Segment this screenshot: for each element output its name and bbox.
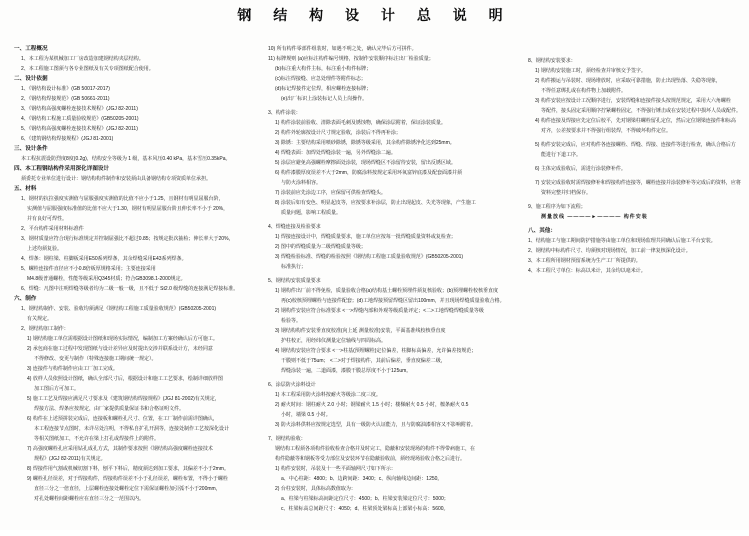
text-line: 7、钢结构验收： [268, 436, 306, 442]
text-line: 6、《建筑钢结构焊接规程》(JGJ 81-2001) [21, 136, 114, 142]
text-line: 5、螺栓连接件直径应不小0.8倍板厚规格采用；主要连接采用 [21, 266, 156, 272]
text-line: 须委托专业单位进行设计：钢结构构件制作和安装须由具备钢结构专项资质单位承担。 [21, 176, 212, 182]
text-line: 2) 台柱安装时，具体标高数值取为： [275, 486, 356, 492]
text-line: 1、本工程为某机械加工厂房改造加建钢结构夹层结构。 [21, 56, 144, 62]
text-line: 标准执行； [281, 264, 307, 270]
text-line: 3) 构件安装应按设计工况顺序进行，安装焊缝和连接件接头按规范规定，采用大六角螺栓 [535, 98, 731, 104]
text-line: 能进行下道工序。 [541, 152, 582, 158]
section-heading: 四、本工程钢结构件采用深化详图设计 [14, 166, 110, 172]
text-line: 2、平台构件采用材料标准件 [21, 226, 84, 232]
text-line: 与防火涂料相容。 [281, 180, 322, 186]
text-line: (e)出厂标识上涂装标记人员上岗操作。 [281, 96, 368, 102]
text-line: 7) 高强度螺栓孔应采用钻孔成孔方式，其制作要求按照《钢结构高强度螺栓连接技术 [27, 446, 213, 452]
text-line: 质量问题，影响工程质量。 [281, 210, 342, 216]
text-line: a、中心柱距：4800；b、边跨间距：3400；c、纵向轴线边间距：1250。 [281, 476, 443, 482]
text-line: 小时，墙梁 0.5 小时。 [281, 412, 331, 418]
text-line: 对孔处螺栓间距螺栓应在直径三分之一范围以内。 [34, 496, 145, 502]
text-line: 本工程连接节点图时，未详尽处注明，不得私自扩孔开洞等，连接处制作工艺按深化设计 [34, 426, 230, 432]
text-line: 3、《钢结构高强度螺栓连接技术规程》(JGJ 82-2011) [21, 106, 138, 112]
notes-column-right [528, 56, 746, 536]
text-line: 3) 除锈：主要结构采用喷砂除锈，除锈等级采用，其余构件除锈净化达到25mm。 [275, 140, 455, 146]
text-line: 护柱校正，用经纬仪测量定位轴线与四周标高。 [281, 338, 387, 344]
installation-flow-diagram: 测量放线 ————►———— 构件安装 [541, 214, 648, 220]
notes-column-left [14, 44, 264, 524]
text-line: 2、钢结构中标构件尺寸、均须核对现场情况，加工前一律复核深化设计。 [528, 248, 691, 254]
text-line: (d)标记焊接件定位焊，相应螺栓连接标牌； [275, 86, 372, 92]
section-heading: 五、材料 [14, 186, 37, 192]
notes-column-middle [268, 44, 522, 524]
text-line: 1、钢材的抗拉强度实测值与屈服强度实测值的比值不应小于1.25，且钢材有明显屈服台阶， [21, 196, 224, 202]
text-line: (b)标注重大构件主标，标注重小构件标牌； [275, 66, 372, 72]
text-line: 不得任意绑扎或在构件物上加载附件。 [541, 88, 627, 94]
text-line: 4) 钢结构安装应符合要求 <一>柱基(预埋螺栓)定位偏差，柱脚标高偏差，允许偏差按规范； [275, 348, 477, 354]
text-line: 检验等。 [281, 318, 302, 324]
text-line: 1、结构施工与施工期间防护措施等由施工单位和现场监理共同确认后施工平台安装。 [528, 238, 716, 244]
text-line: 5、《钢结构高强度螺栓连接技术规程》(JGJ 82-2011) [21, 126, 138, 132]
text-line: 2) 钢构件安装应符合标准要求 <一>焊缝内部和外观等级质量评定；<二>工地焊缝焊缝质量等级 [275, 308, 484, 314]
text-line: 1、钢结构制作、安装、验收均须满足《钢结构工程施工质量验收规范》(GB50205-2001) [21, 306, 217, 312]
text-line: 1) 焊接连接设计中，焊缝质量要求，施工单位应按每一批焊缝质量资料或复检查； [275, 234, 456, 240]
text-line: 2、本工程施工图须与各专业图纸及有关专项图纸配合使用。 [21, 66, 154, 72]
text-line: 4、《钢结构工程施工质量验收规范》(GB50205-2001) [21, 116, 139, 122]
text-line: 7) 涂装前应先涂边工序，应保留可供检查焊缝头。 [275, 190, 386, 196]
text-line: 4) 构件连接及焊接应先定位后校平，先对钢梁柱螺栓留孔定位，然后定位钢梁连接件和标高 [535, 118, 736, 124]
text-line: 5) 涂层应避免高强螺栓摩擦面处涂装，现场焊缝区不涂留待安装，留出反锈区域。 [275, 160, 456, 166]
section-heading: 三、设计条件 [14, 146, 48, 152]
text-line: 9、施工程序为如下流程； [528, 204, 586, 210]
text-line: 2) 图中的焊缝质量为二级焊缝质量等级； [275, 244, 366, 250]
text-line: 6) 构件在上述预拼装完成后，连接板和螺栓孔尺寸、位置，在工厂制作前需详图确认， [27, 416, 218, 422]
text-line: 焊接方法、焊条应按规定，由厂家提供质量保证书和合格证明文件。 [34, 406, 185, 412]
text-line: 4、本工程尺寸单位：标高以米计，其余均以毫米计。 [528, 268, 646, 274]
text-line: 7) 安装完成验收时需焊接修补和焊接构件连接等，螺栓连接并涂装修补等完成后的资料，应将 [535, 180, 741, 186]
text-line: 2) 构件搬运与吊装时、现场堆放时，应采取可靠措施，防止出现坠落、失稳等现象， [535, 78, 721, 84]
text-line: 8) 涂装后如有变色、明显起皮等，应按要求补涂层，防止出现起皮、失光等现象，产生施工 [275, 200, 476, 206]
text-line: 8) 焊接件用气割或机械切割下料，刨平下料后，精度须达到加工要求，其偏差不小于2mm。 [27, 466, 229, 472]
text-line: 上述均须复验。 [27, 246, 63, 252]
page-title: 钢 结 构 设 计 总 说 明 [237, 7, 512, 23]
text-line: 5、钢结构安装质量要求 [268, 278, 321, 284]
text-line: 2、《钢结构焊接规范》(GB 50661-2011) [21, 96, 110, 102]
text-line: 实测值与屈服强度标准值的比值不应大于1.30，钢材有明显屈服台阶且伸长率不小于 20%， [27, 206, 229, 212]
text-line: 1、《钢结构设计标准》(GB 50017-2017) [21, 86, 110, 92]
text-line: 对齐，公差按要求并不得强行组装焊，不得破坏构件定位。 [541, 128, 672, 134]
text-line: 本工程抗震设防烈度8度(0.2g)，结构安全等级为 1 级，基本风压0.40 kPa，基本雪压0.35kPa。 [21, 156, 231, 162]
text-line: 2) 耐火时间：钢柱耐火 2.0 小时；钢梁耐火 1.5 小时；楼梯耐火 0.5 小时，檩条耐火 0.5 [275, 402, 469, 408]
text-line: 3) 连接件与构件制作应由工厂加工完成。 [27, 366, 118, 372]
text-line: 6) 主体完成验收后，需进行涂装修补件。 [535, 166, 626, 172]
text-line: 3) 钢结构构件安装垂直度校准(向上延 测量校准)安装，平面基准线校核垂直度 [275, 328, 446, 334]
text-line: (c)标注焊接缝、应急处理件等附件标志； [275, 76, 366, 82]
text-line: 11) 标牌规则 (a)应标注构件编号规格，按制作安装顺序标注出厂检验质量； [268, 56, 434, 62]
section-heading: 六、制作 [14, 296, 37, 302]
text-line: c、柱梁标高总间距尺寸：4050；d、柱梁顶处梁标高上部梁小标高：5600。 [281, 506, 449, 512]
text-line: 4、焊条：钢柱梁、柱脚板采用E50系列焊条，其余焊缝采用E43系列焊条。 [21, 256, 187, 262]
text-line: 构件隐蔽等和钢板等受力部位及安装环节在隐蔽验收前，须经现场验收合格之后进行。 [275, 456, 466, 462]
text-line: M4.8级普通螺栓，性能等级采用Q345材质；符合GB3098.1-2000规定。 [27, 276, 186, 282]
text-line: 6、涂层防火涂料设计 [268, 382, 316, 388]
text-line: 3) 焊缝检验标准、焊缝的检验按照《钢结构工程施工质量验收规范》(GB50205-2001) [275, 254, 464, 260]
text-line: 4、焊缝连接及检验要求 [268, 224, 321, 230]
text-line: 2) 承包商在施工过程中发现图纸与设计差异应及时提出交涉并联系设计方，未经同意 [27, 346, 213, 352]
text-line: 1) 钢构件出厂前不得免检，质量验收合格(a)结构基土螺栓预埋件须复核验收；(b)预埋螺栓校核垂直度 [275, 288, 499, 294]
text-line: 8、钢结构安装要求： [528, 58, 576, 64]
text-line: 5) 施工工艺及焊接应满足尺寸要求及《建筑钢结构焊接规程》(JGJ 81-2002)有关规定， [27, 396, 220, 402]
text-line: 1) 构件安装时，吊装及十一些平面轴网尺寸如下所示： [275, 466, 396, 472]
text-line: 规程》(JGJ 82-2011)有关规定。 [34, 456, 106, 462]
text-line: 6) 构件漆膜厚度误差不大于2mm，防腐涂料按规定采用环氧富锌底漆及配套面漆并须 [275, 170, 462, 176]
text-line: 3、钢材质量应符合现行标准规定并控制屈强比不超过0.85；按规定批次抽检；伸长率大于20%， [21, 236, 234, 242]
text-line: 加工图后方可加工。 [34, 386, 80, 392]
text-line: 直径三分之一倍直径，上层螺栓连接处螺栓定位下需保证螺栓加引弧不小于200mm， [34, 486, 221, 492]
text-line: 等相关图纸加工，不允许在梁上打孔或焊接件上的附件。 [34, 436, 160, 442]
text-line: 3) 防火涂料供料应按规定选型，具有一级防火认证能力，且与防腐油漆相容又不影响附着。 [275, 422, 476, 428]
text-line: 干膜则不低于75um； <二>对于焊接构件，其前后偏差，垂直度偏差二级， [281, 358, 446, 364]
text-line: 4) 放样人员依照设计图纸，确认全部尺寸后，根据设计和施工工艺要求，绘制详细放样图 [27, 376, 223, 382]
text-line: 1) 钢结构安装施工时，须经检查并审核交予签字。 [535, 68, 646, 74]
section-heading: 二、设计依据 [14, 76, 48, 82]
text-line: 并有良好可焊性。 [27, 216, 68, 222]
text-line: 6、焊缝：凡图中注明焊缝等级者均为二级一般一级，且不低于 St2.0 级焊缝的连接满足焊接标准。 [21, 286, 239, 292]
text-line: 2) 构件外轮廓按设计尺寸规定验收，涂装后不得再补涂； [275, 130, 401, 136]
text-line: 3、构件涂装： [268, 110, 301, 116]
text-line: 等配件，接头固定采用顺序拧紧螺栓固定，不得强行锤击或在安装过程中损坏人员或配件。 [541, 108, 742, 114]
text-line: a、柱梁与柱梁标高间距定位尺寸：4500；b、柱梁安装梁定位尺寸：5000； [281, 496, 449, 502]
text-line: 焊缝涂装一遍，二道面漆，漆膜干膜总厚度不小于125um。 [281, 368, 412, 374]
text-line: 1) 钢结构施工单位需根据设计图纸和现场实际情况，编制加工方案经确认后方可施工。 [27, 336, 218, 342]
text-line: 5) 构件安装完成后，应对构件各连接螺栓、焊缝、焊接、连接件等进行检查，确认合格后方 [535, 142, 736, 148]
text-line: 1) 构件涂装前验收、清除表面毛刺及锈蚀物，确保涂层附着，保证涂装质量。 [275, 120, 446, 126]
text-line: 3、本工程所用钢材预留系统为生产工厂所提供的。 [528, 258, 641, 264]
text-line: 10) 所有构件零部件组装时，如遇不明之处，确认完毕后方可拼件。 [268, 46, 417, 52]
text-line: 1) 本工程采用防火涂料按耐火等级涂二度三度。 [275, 392, 381, 398]
text-line: 4) 焊缝表面：加焊处焊缝涂装一遍，另外焊缝涂二遍。 [275, 150, 396, 156]
text-line: 资料完整并归档保存。 [541, 190, 592, 196]
text-line: 再(c)校核预埋螺栓与连接件配套；(d)工地焊接预留焊缝区留出100mm，并且现场焊缝质量验收合格。 [281, 298, 505, 304]
section-heading: 一、工程概况 [14, 46, 48, 52]
text-line: 2、钢结构加工制作： [21, 326, 69, 332]
text-line: 9) 螺栓孔径误差，对于焊接构件，焊接构件误差不小于孔径误差，螺栓布置，不得小于螺栓 [27, 476, 228, 482]
text-line: 钢结构工程须各项构件验收检查合格并及时完工，隐蔽和安装现场的构件不得带病施工，在 [275, 446, 476, 452]
text-line: 不得修改、变更与制作（特殊连接施工期间统一规定）。 [34, 356, 157, 362]
section-heading: 八、其他： [528, 228, 556, 234]
text-line: 有关规定。 [27, 316, 53, 322]
